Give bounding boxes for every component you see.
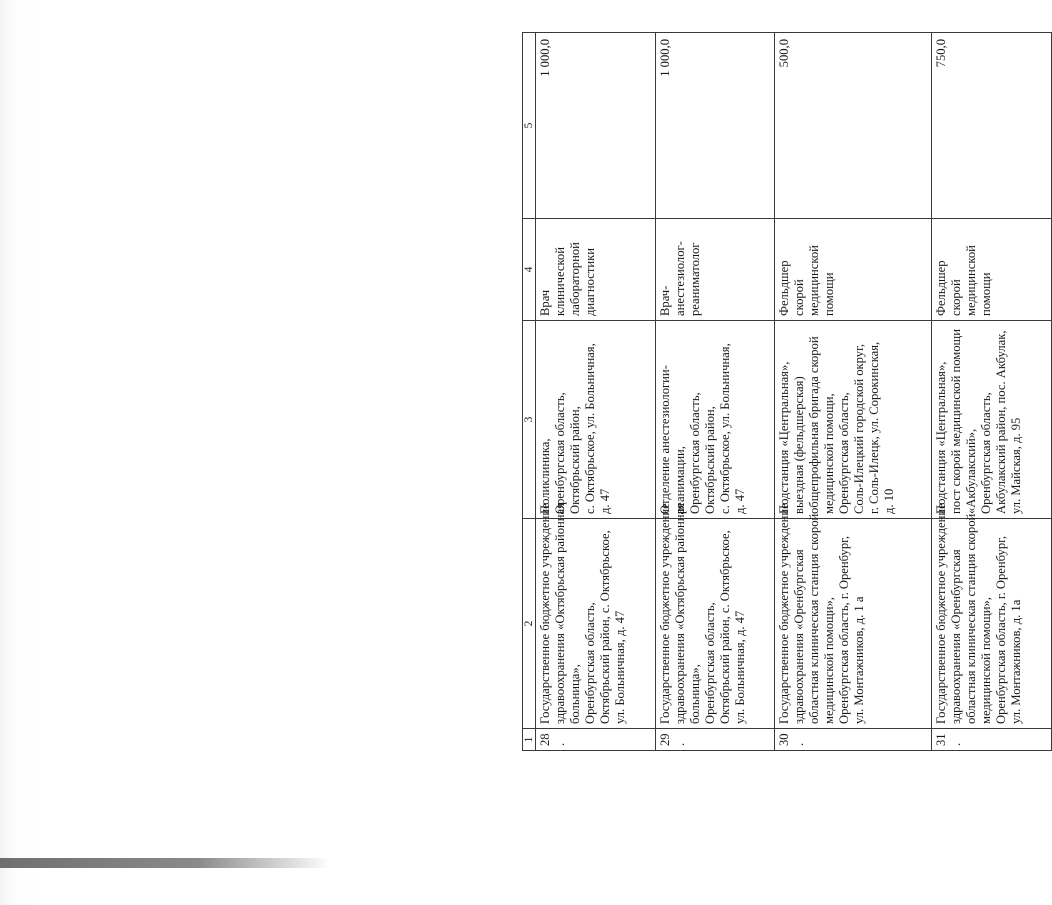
location-cell-line: Оренбургская область, <box>837 392 852 514</box>
organization-cell-line: ул. Больничная, д. 47 <box>732 610 747 724</box>
amount-cell: 500,0 <box>775 33 932 219</box>
position-cell-line: медицинской <box>807 245 822 316</box>
organization-cell-line: Государственное бюджетное учреждение <box>934 503 949 724</box>
position-cell-line: анестезиолог- <box>672 241 687 316</box>
location-cell-line: Оренбургская область, <box>553 392 567 514</box>
location-cell-line: с. Октябрьское, ул. Больничная, <box>583 343 597 514</box>
organization-cell-line: Октябрьский район, с. Октябрьское, <box>717 530 732 724</box>
position-cell-line: Фельдшер <box>777 260 792 316</box>
position-cell-line: Врач- <box>657 285 672 316</box>
location-cell-line: «Акбулакский», <box>964 428 979 514</box>
table-row <box>932 33 1052 751</box>
position-cell-line: помощи <box>822 272 837 316</box>
organization-cell-line: здравоохранения «Октябрьская районная <box>553 503 567 724</box>
location-cell-line: Соль-Илецкий городской округ, <box>852 344 867 514</box>
organization-cell-line: медицинской помощи», <box>979 597 994 724</box>
location-cell-line: д. 47 <box>732 488 747 514</box>
scan-edge-shadow <box>0 858 330 868</box>
amount-cell: 750,0 <box>932 33 1052 219</box>
table-row <box>536 33 656 751</box>
organization-cell-line: больница», <box>687 664 702 724</box>
row-number: 29. <box>655 729 775 751</box>
organization-cell-line: здравоохранения «Октябрьская районная <box>672 503 687 724</box>
facilities-table <box>522 32 1052 751</box>
position-cell-line: медицинской <box>964 245 979 316</box>
location-cell-line: Октябрьский район, <box>702 406 717 514</box>
location-cell-line: медицинской помощи, <box>822 393 837 514</box>
header-col-1: 1 <box>523 729 536 751</box>
position-cell-line: диагностики <box>583 248 597 316</box>
header-col-3: 3 <box>523 321 536 519</box>
position-cell-line: помощи <box>979 272 994 316</box>
location-cell-line: Подстанция «Центральная», <box>777 361 792 514</box>
position-cell <box>775 219 932 321</box>
position-cell <box>536 219 656 321</box>
amount-cell: 1 000,0 <box>655 33 775 219</box>
organization-cell-line: здравоохранения «Оренбургская <box>949 549 964 724</box>
position-cell-line: клинической <box>553 247 567 316</box>
header-col-4: 4 <box>523 219 536 321</box>
amount-cell: 1 000,0 <box>536 33 656 219</box>
organization-cell-line: ул. Монтажников, д. 1а <box>1009 599 1024 724</box>
position-cell-line: скорой <box>792 279 807 316</box>
organization-cell-line: Государственное бюджетное учреждение <box>777 503 792 724</box>
organization-cell-line: областная клиническая станция скорой <box>807 513 822 724</box>
location-cell-line: Оренбургская область, <box>687 392 702 514</box>
organization-cell-line: Октябрьский район, с. Октябрьское, <box>598 530 612 724</box>
organization-cell <box>655 503 775 729</box>
row-number: 28. <box>536 729 656 751</box>
organization-cell-line: Государственное бюджетное учреждение <box>538 503 552 724</box>
position-cell-line: скорой <box>949 279 964 316</box>
organization-cell-line: здравоохранения «Оренбургская <box>792 549 807 724</box>
table-row <box>655 33 775 751</box>
row-number: 30. <box>775 729 932 751</box>
organization-cell-line: Государственное бюджетное учреждение <box>657 503 672 724</box>
location-cell-line: Октябрьский район, <box>568 406 582 514</box>
location-cell-line: реанимации, <box>672 446 687 514</box>
location-cell-line: д. 47 <box>598 488 612 514</box>
organization-cell-line: ул. Больничная, д. 47 <box>613 610 627 724</box>
location-cell-line: ул. Майская, д. 95 <box>1009 417 1024 514</box>
table-row <box>775 33 932 751</box>
organization-cell <box>932 503 1052 729</box>
location-cell <box>655 321 775 519</box>
location-cell-line: с. Октябрьское, ул. Больничная, <box>717 343 732 514</box>
location-cell-line: д. 10 <box>882 488 897 514</box>
organization-cell-line: Оренбургская область, <box>702 602 717 724</box>
location-cell-line: г. Соль-Илецк, ул. Сорокинская, <box>867 341 882 514</box>
organization-cell <box>536 503 656 729</box>
location-cell-line: выездная (фельдшерская) <box>792 376 807 514</box>
header-row <box>523 33 536 751</box>
position-cell-line: Врач <box>538 289 552 316</box>
rotated-table-wrapper <box>522 33 1052 751</box>
header-col-2: 2 <box>523 519 536 729</box>
organization-cell-line: Оренбургская область, <box>583 602 597 724</box>
location-cell-line: Подстанция «Центральная», <box>934 361 949 514</box>
organization-cell-line: областная клиническая станция скорой <box>964 513 979 724</box>
location-cell <box>536 321 656 519</box>
header-col-5: 5 <box>523 33 536 219</box>
location-cell-line: Акбулакский район, пос. Акбулак, <box>994 330 1009 514</box>
organization-cell-line: Оренбургская область, г. Оренбург, <box>837 535 852 724</box>
location-cell <box>775 321 932 519</box>
organization-cell-line: медицинской помощи», <box>822 597 837 724</box>
position-cell <box>932 219 1052 321</box>
position-cell <box>655 219 775 321</box>
position-cell-line: лабораторной <box>568 242 582 316</box>
organization-cell <box>775 503 932 729</box>
organization-cell-line: больница», <box>568 664 582 724</box>
location-cell-line: Отделение анестезиологии- <box>657 365 672 514</box>
location-cell <box>932 321 1052 519</box>
location-cell-line: пост скорой медицинской помощи <box>949 329 964 514</box>
organization-cell-line: Оренбургская область, г. Оренбург, <box>994 535 1009 724</box>
position-cell-line: реаниматолог <box>687 242 702 316</box>
organization-cell-line: ул. Монтажников, д. 1 а <box>852 596 867 724</box>
row-number: 31. <box>932 729 1052 751</box>
location-cell-line: общепрофильная бригада скорой <box>807 336 822 514</box>
location-cell-line: Поликлиника, <box>538 438 552 514</box>
location-cell-line: Оренбургская область, <box>979 392 994 514</box>
position-cell-line: Фельдшер <box>934 260 949 316</box>
